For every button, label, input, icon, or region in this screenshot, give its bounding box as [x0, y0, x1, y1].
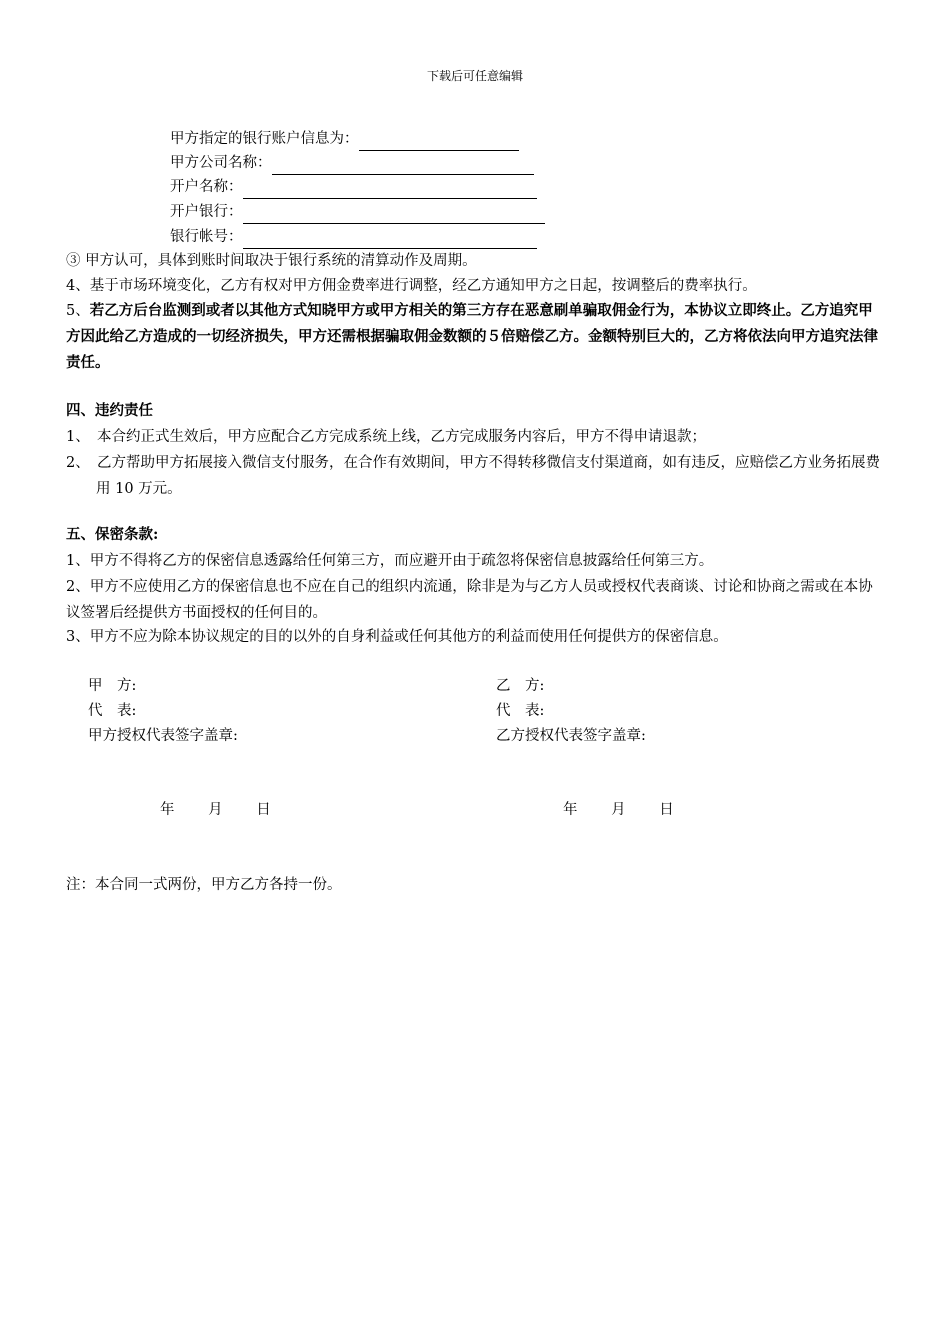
bank-account-info-field	[170, 127, 519, 151]
section-5-item-2: 2、甲方不应使用乙方的保密信息也不应在自己的组织内流通，除非是为与乙方人员或授权代表商谈、讨论和协商之需或在本协议签署后经提供方书面授权的任何目的。	[66, 579, 873, 621]
party-a-seal: 甲方授权代表签字盖章:	[88, 728, 238, 744]
party-b-seal: 乙方授权代表签字盖章:	[496, 728, 646, 744]
party-a-label: 甲 方:	[88, 678, 137, 694]
party-b-rep: 代 表:	[496, 703, 545, 719]
contract-note: 注：本合同一式两份，甲方乙方各持一份。	[66, 877, 342, 893]
blank-line[interactable]	[272, 156, 534, 175]
bold-clause: 若乙方后台监测到或者以其他方式知晓甲方或甲方相关的第三方存在恶意刷单骗取佣金行为，本协议立即终止。乙方追究甲方因此给乙方造成的一切经济损失，甲方还需根据骗取佣金数额的５倍赔偿乙方。金额特别巨大的，乙方将依法向甲方追究法律责任。	[66, 302, 878, 371]
payment-item-4: 4、基于市场环境变化，乙方有权对甲方佣金费率进行调整，经乙方通知甲方之日起，按调整后的费率执行。	[66, 278, 757, 294]
account-number-field	[170, 225, 537, 249]
blank-line[interactable]	[243, 180, 537, 199]
section-4-title: 四、违约责任	[66, 402, 153, 419]
section-4-item-1: 1、 本合约正式生效后，甲方应配合乙方完成系统上线，乙方完成服务内容后，甲方不得申请退款；	[66, 429, 706, 445]
section-5-item-1: 1、甲方不得将乙方的保密信息透露给任何第三方，而应避开由于疏忽将保密信息披露给任何第三方。	[66, 553, 714, 569]
item-number: 5、	[66, 303, 90, 319]
party-b-date: 年 月 日	[563, 802, 674, 818]
blank-line[interactable]	[359, 132, 519, 151]
blank-line[interactable]	[243, 230, 537, 249]
field-label: 银行帐号：	[170, 229, 243, 245]
section-5-title: 五、保密条款:	[66, 526, 159, 543]
payment-item-3: ③ 甲方认可，具体到账时间取决于银行系统的清算动作及周期。	[66, 253, 477, 269]
section-4-item-2: 2、 乙方帮助甲方拓展接入微信支付服务，在合作有效期间，甲方不得转移微信支付渠道商，如有违反，应赔偿乙方业务拓展费用 10 万元。	[66, 455, 880, 497]
field-label: 甲方指定的银行账户信息为：	[170, 131, 359, 147]
field-label: 开户名称：	[170, 179, 243, 195]
party-b-label: 乙 方:	[496, 678, 545, 694]
blank-line[interactable]	[243, 205, 545, 224]
page-header: 下载后可任意编辑	[426, 69, 523, 83]
field-label: 甲方公司名称：	[170, 155, 272, 171]
company-name-field	[170, 151, 534, 175]
field-label: 开户银行：	[170, 204, 243, 220]
section-5-item-3: 3、甲方不应为除本协议规定的目的以外的自身利益或任何其他方的利益而使用任何提供方的保密信息。	[66, 629, 728, 645]
party-a-rep: 代 表:	[88, 703, 137, 719]
payment-item-5	[66, 298, 886, 376]
account-name-field	[170, 175, 537, 199]
party-a-date: 年 月 日	[160, 802, 271, 818]
bank-name-field	[170, 200, 545, 224]
